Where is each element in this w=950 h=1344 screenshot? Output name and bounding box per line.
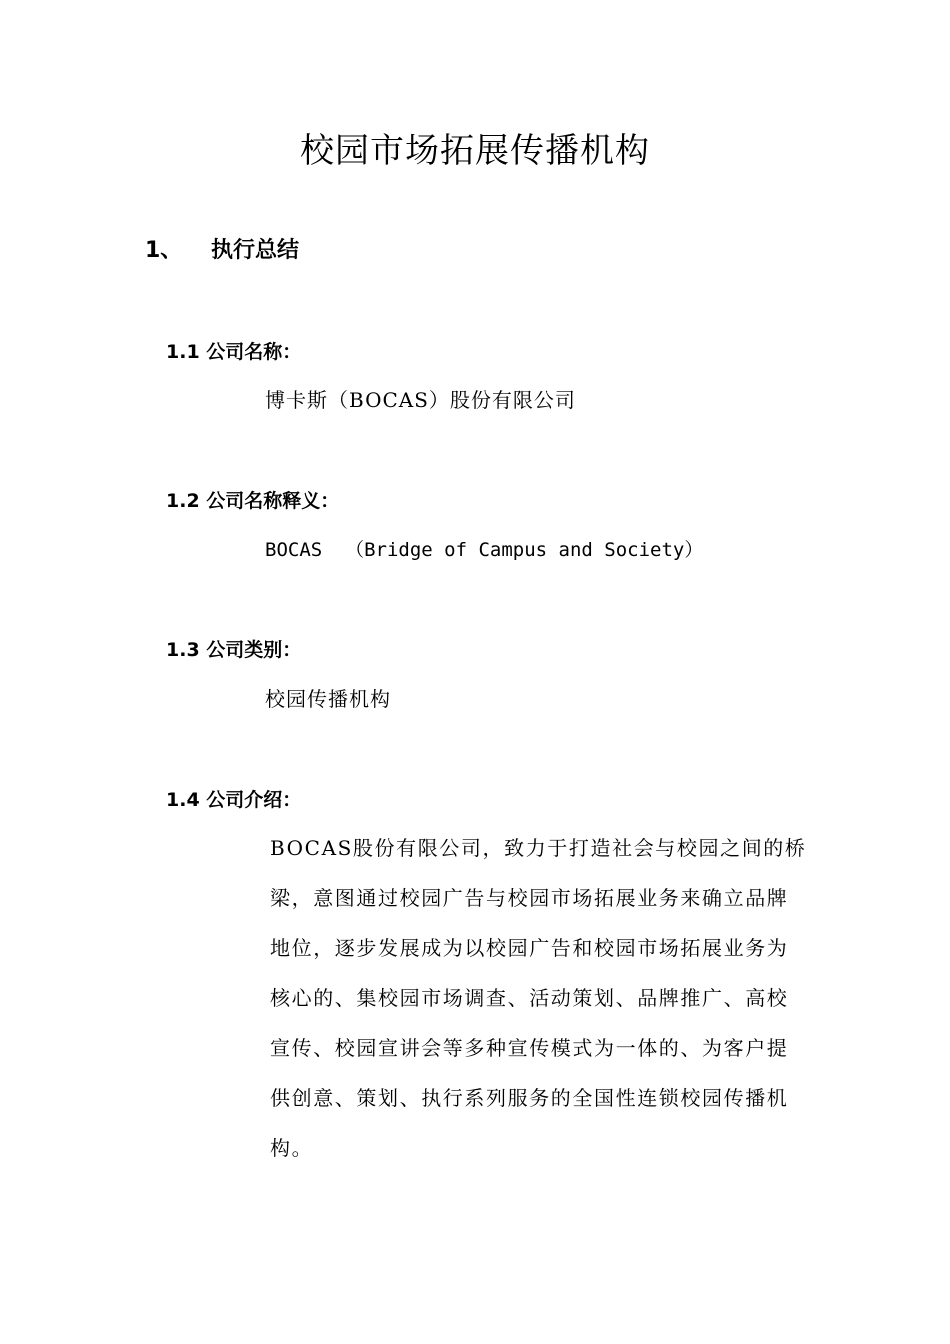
subsection-heading-company-category: 1.3 公司类别：: [166, 639, 302, 661]
section-heading: [145, 234, 299, 268]
subsection-heading-name-meaning: 1.2 公司名称释义：: [166, 490, 340, 512]
intro-line: 宣传、校园宣讲会等多种宣传模式为一体的、为客户提: [270, 1036, 789, 1060]
intro-line: 核心的、集校园市场调查、活动策划、品牌推广、高校: [270, 986, 789, 1010]
subsection-heading-company-name: 1.1 公司名称：: [166, 341, 302, 363]
document-title: 校园市场拓展传播机构: [300, 131, 650, 171]
subsection-heading-company-intro: 1.4 公司介绍：: [166, 789, 302, 811]
intro-line: 梁，意图通过校园广告与校园市场拓展业务来确立品牌: [270, 886, 789, 910]
company-category-value: 校园传播机构: [265, 687, 391, 711]
section-number: 1、: [145, 238, 183, 263]
intro-line: 地位，逐步发展成为以校园广告和校园市场拓展业务为: [270, 936, 789, 960]
company-name-value: 博卡斯（BOCAS）股份有限公司: [265, 388, 576, 412]
intro-line: 构。: [270, 1136, 314, 1160]
intro-line: 供创意、策划、执行系列服务的全国性连锁校园传播机: [270, 1086, 789, 1110]
section-title: 执行总结: [211, 238, 300, 263]
company-intro-paragraph: [270, 826, 810, 1176]
intro-line: BOCAS股份有限公司，致力于打造社会与校园之间的桥: [270, 836, 807, 860]
name-meaning-value: BOCAS （Bridge of Campus and Society）: [265, 539, 704, 561]
